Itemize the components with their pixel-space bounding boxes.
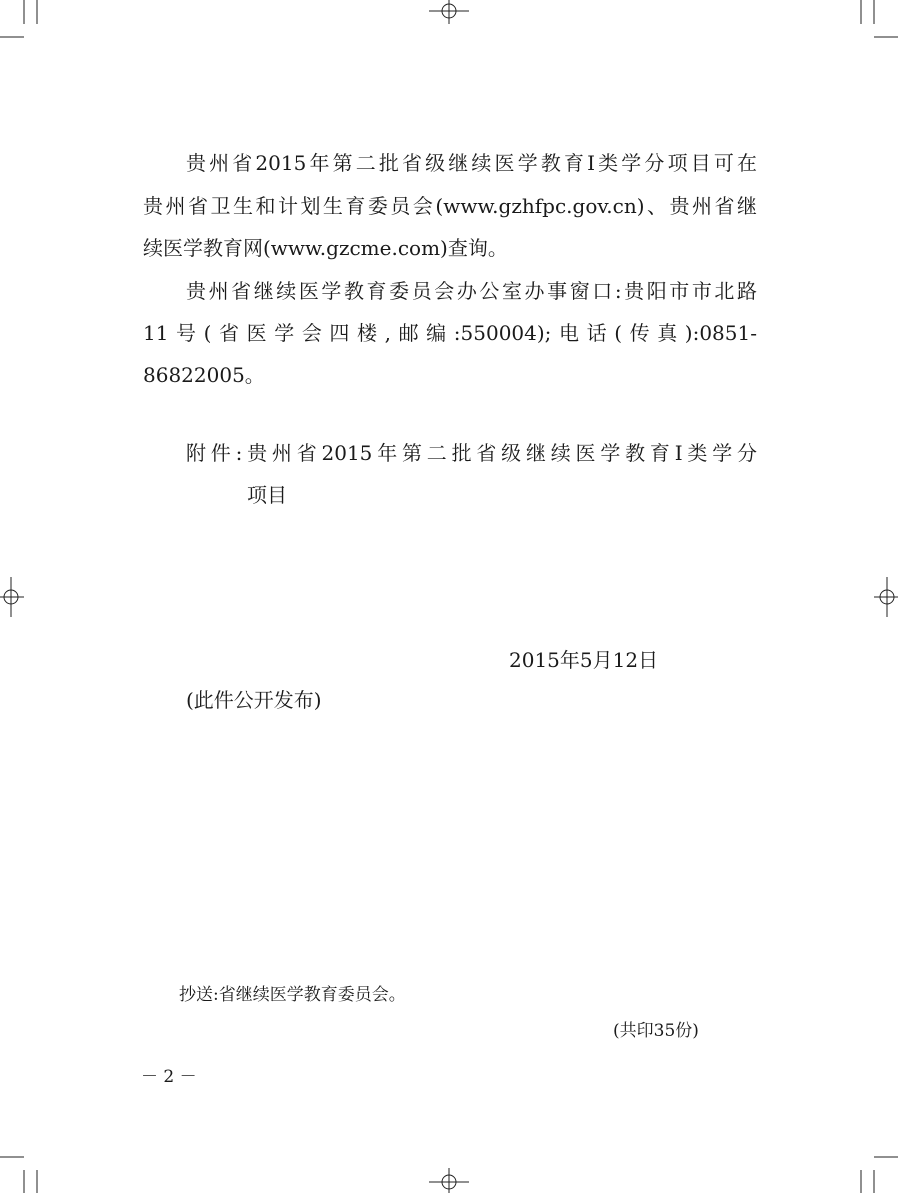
paragraph-1-line-1: 贵州省2015年第二批省级继续医学教育Ⅰ类学分项目可在 [186,151,757,175]
cc-recipients: 抄送:省继续医学教育委员会。 [179,985,406,1005]
paragraph-2-line-1: 贵州省继续医学教育委员会办公室办事窗口:贵阳市市北路 [186,279,757,303]
paragraph-2-line-3: 86822005。 [143,363,265,387]
paragraph-2-line-2: 11号(省医学会四楼,邮编:550004);电话(传真):0851- [143,321,757,345]
attachment-line-2: 项目 [247,483,287,507]
page-number: － 2 － [141,1067,197,1087]
copies-note: (共印35份) [613,1021,699,1041]
publish-note: (此件公开发布) [186,688,322,712]
issue-date: 2015年5月12日 [509,648,659,672]
paragraph-1-line-2: 贵州省卫生和计划生育委员会(www.gzhfpc.gov.cn)、贵州省继 [143,194,757,218]
paragraph-1-line-3: 续医学教育网(www.gzcme.com)查询。 [143,236,508,260]
attachment-line-1: 附件:贵州省2015年第二批省级继续医学教育Ⅰ类学分 [186,441,757,465]
